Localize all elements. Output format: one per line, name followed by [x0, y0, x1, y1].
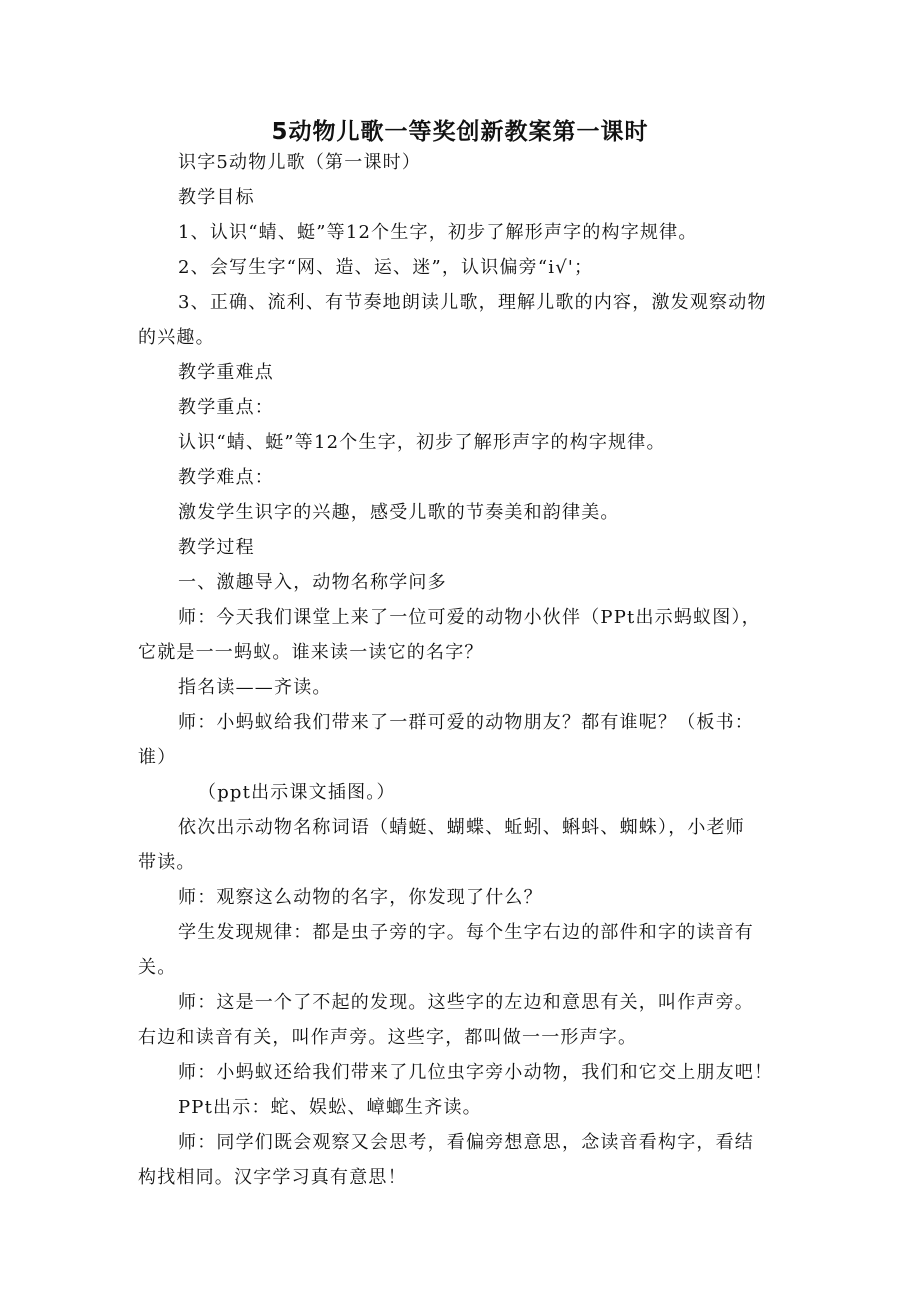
step-1-heading: 一、激趣导入，动物名称学问多: [178, 572, 447, 593]
document-title: 5动物儿歌一等奖创新教案第一课时: [271, 119, 649, 145]
paragraph-line: 它就是一一蚂蚁。谁来读一读它的名字？: [138, 642, 484, 663]
paragraph-line: 右边和读音有关，叫作声旁。这些字，都叫做一一形声字。: [138, 1027, 638, 1048]
paragraph-line: 师：观察这么动物的名字，你发现了什么？: [178, 887, 543, 908]
paragraph-line: PPt出示：蛇、娱蚣、嶂螂生齐读。: [178, 1097, 482, 1118]
paragraph-line: 关。: [138, 957, 177, 978]
paragraph-line: 师：这是一个了不起的发现。这些字的左边和意思有关，叫作声旁。: [178, 992, 754, 1013]
lesson-subtitle: 识字5动物儿歌（第一课时）: [178, 152, 422, 173]
section-heading-keypoints: 教学重难点: [178, 362, 274, 383]
paragraph-line: 带读。: [138, 852, 196, 873]
subheading-key: 教学重点：: [178, 397, 274, 418]
difficulty-text: 激发学生识字的兴趣，感受儿歌的节奏美和韵律美。: [178, 502, 620, 523]
paragraph-line: 指名读——齐读。: [178, 677, 332, 698]
subheading-difficulty: 教学难点：: [178, 467, 274, 488]
objective-3-cont: 的兴趣。: [138, 327, 215, 348]
objective-1: 1、认识“蜻、蜓”等12个生字，初步了解形声字的构字规律。: [178, 222, 698, 243]
paragraph-line: （ppt出示课文插图。）: [198, 782, 396, 803]
paragraph-line: 依次出示动物名称词语（蜻蜓、蝴蝶、蚯蚓、蝌蚪、蜘蛛），小老师: [178, 817, 745, 838]
key-point-text: 认识“蜻、蜓”等12个生字，初步了解形声字的构字规律。: [178, 432, 666, 453]
paragraph-line: 师：小蚂蚁给我们带来了一群可爱的动物朋友？都有谁呢？（板书：: [178, 712, 754, 733]
paragraph-line: 谁）: [138, 747, 177, 768]
paragraph-line: 学生发现规律：都是虫子旁的字。每个生字右边的部件和字的读音有: [178, 922, 754, 943]
objective-2: 2、会写生字“网、造、运、迷”，认识偏旁“i√'；: [178, 257, 594, 278]
objective-3: 3、正确、流利、有节奏地朗读儿歌，理解儿歌的内容，激发观察动物: [178, 292, 767, 313]
paragraph-line: 师：今天我们课堂上来了一位可爱的动物小伙伴（PPt出示蚂蚁图），: [178, 607, 761, 628]
section-heading-process: 教学过程: [178, 537, 255, 558]
paragraph-line: 师：同学们既会观察又会思考，看偏旁想意思，念读音看构字，看结: [178, 1132, 754, 1153]
paragraph-line: 构找相同。汉字学习真有意思！: [138, 1167, 407, 1188]
paragraph-line: 师：小蚂蚁还给我们带来了几位虫字旁小动物，我们和它交上朋友吧！: [178, 1062, 774, 1083]
section-heading-objectives: 教学目标: [178, 187, 255, 208]
